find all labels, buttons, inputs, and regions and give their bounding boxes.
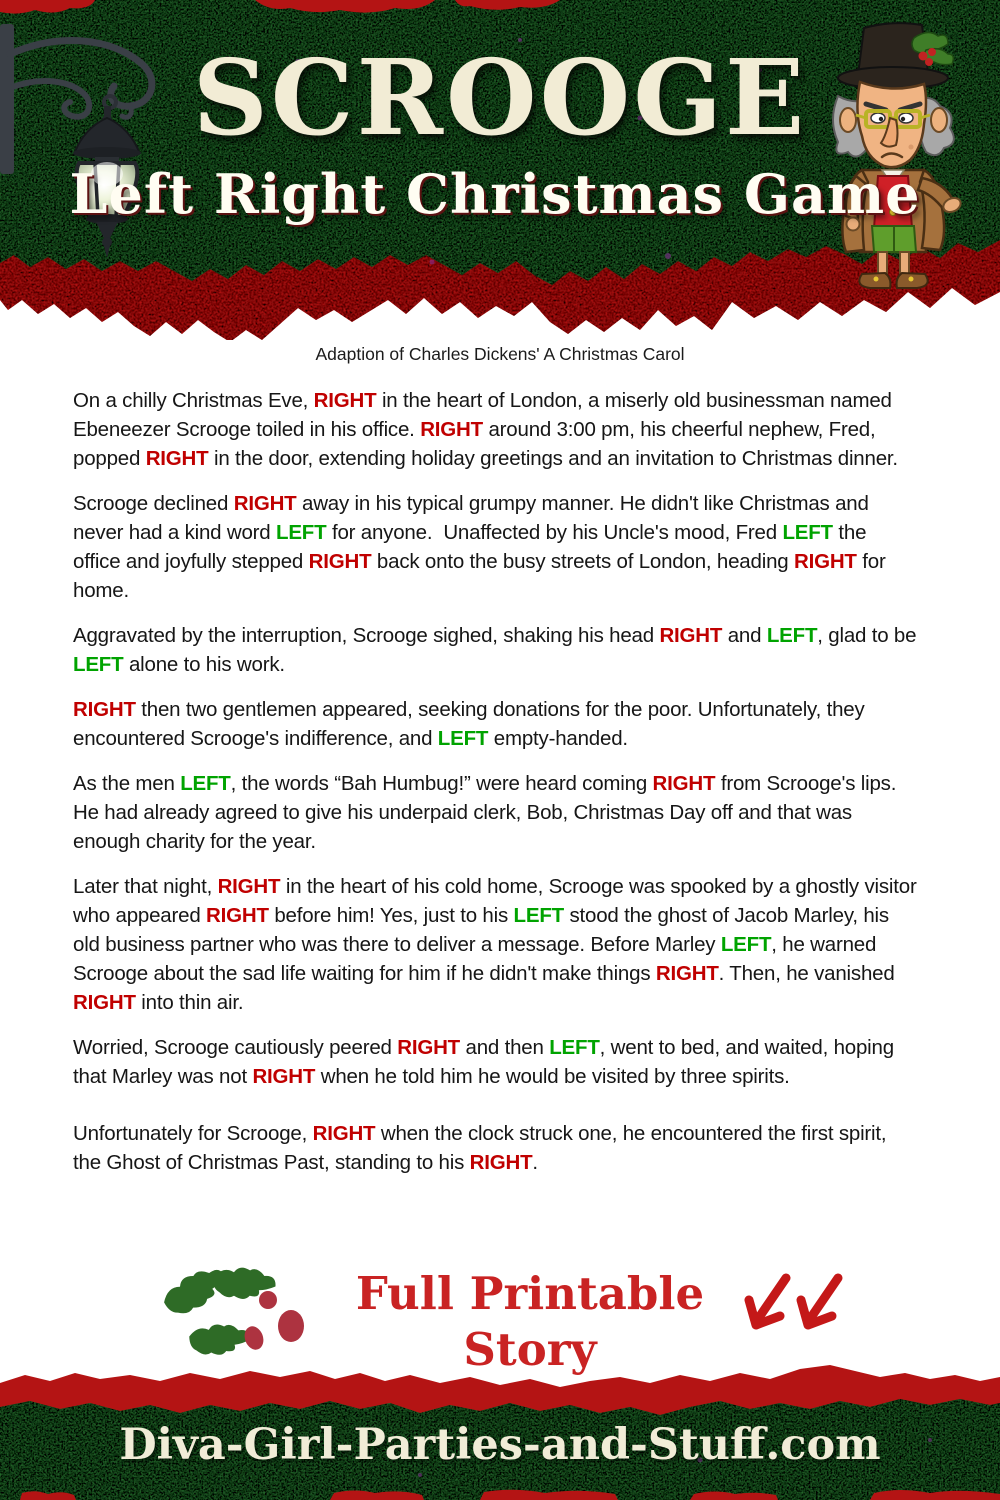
keyword-left: LEFT <box>549 1036 600 1059</box>
keyword-left: LEFT <box>766 624 818 647</box>
story-text: . <box>532 1151 538 1174</box>
keyword-right: RIGHT <box>206 904 269 927</box>
story-text: Worried, Scrooge cautiously peered <box>73 1036 398 1059</box>
story-text: , went to bed, and waited, hoping that Marley was not <box>73 1036 900 1088</box>
story-paragraph <box>73 621 922 679</box>
keyword-right: RIGHT <box>469 1151 533 1174</box>
story-paragraph <box>73 695 919 753</box>
story-text: for home. <box>73 550 892 602</box>
story-text: Aggravated by the interruption, Scrooge sighed, shaking his head <box>73 624 660 647</box>
story-text: in the door, extending holiday greetings and an invitation to Christmas dinner. <box>208 447 898 470</box>
story-text: and <box>722 624 767 647</box>
keyword-right: RIGHT <box>397 1036 460 1059</box>
story-text: As the men <box>73 772 181 795</box>
story-text: in the heart of London, a miserly old businessman named Ebeneezer Scrooge toiled in his office. <box>73 389 898 441</box>
keyword-right: RIGHT <box>217 875 281 898</box>
keyword-left: LEFT <box>276 521 327 544</box>
adaption-subtitle: Adaption of Charles Dickens' A Christmas Carol <box>315 344 685 364</box>
keyword-left: LEFT <box>180 772 231 795</box>
story-text: alone to his work. <box>123 653 285 676</box>
story-paragraph <box>73 1033 919 1091</box>
story-text: Scrooge declined <box>73 492 234 515</box>
keyword-right: RIGHT <box>252 1065 316 1088</box>
story-text: , the words “Bah Humbug!” were heard coming <box>230 772 653 795</box>
story-text: , glad to be <box>817 624 922 647</box>
keyword-right: RIGHT <box>420 418 483 441</box>
keyword-right: RIGHT <box>652 772 716 795</box>
story-text: , he warned Scrooge about the sad life waiting for him if he didn't make things <box>73 933 882 985</box>
page-title: SCROOGE <box>192 36 808 159</box>
footer-domain: Diva-Girl-Parties-and-Stuff.com <box>119 1420 881 1470</box>
story-text: . Then, he vanished <box>718 962 901 985</box>
keyword-right: RIGHT <box>313 389 377 412</box>
keyword-right: RIGHT <box>308 550 372 573</box>
story-text: when the clock struck one, he encountered the first spirit, the Ghost of Christmas Past, standing to his <box>73 1122 892 1174</box>
keyword-left: LEFT <box>73 653 124 676</box>
story-paragraph <box>73 872 923 1017</box>
keyword-right: RIGHT <box>73 991 136 1014</box>
keyword-left: LEFT <box>437 727 489 750</box>
story-paragraph <box>73 386 919 473</box>
story <box>73 386 923 1193</box>
story-text: around 3:00 pm, his cheerful nephew, Fred, popped <box>73 418 882 470</box>
keyword-right: RIGHT <box>73 698 136 721</box>
page-tagline: Left Right Christmas Game <box>69 162 921 226</box>
keyword-right: RIGHT <box>312 1122 376 1145</box>
keyword-left: LEFT <box>782 521 833 544</box>
promo-line1: Full Printable Story <box>355 1267 705 1376</box>
story-text: On a chilly Christmas Eve, <box>73 389 314 412</box>
story-paragraph <box>73 769 919 856</box>
keyword-right: RIGHT <box>793 550 857 573</box>
story-text: when he told him he would be visited by three spirits. <box>315 1065 790 1088</box>
story-paragraph <box>73 1119 919 1177</box>
story-text: the office and joyfully stepped <box>73 521 872 573</box>
down-arrows-icon <box>742 1270 854 1356</box>
keyword-right: RIGHT <box>655 962 719 985</box>
story-text: from Scrooge's lips. He had already agreed to give his underpaid clerk, Bob, Christmas Day off and that was enough charity for the year. <box>73 772 902 853</box>
story-text: empty-handed. <box>488 727 628 750</box>
story-text: back onto the busy streets of London, heading <box>371 550 794 573</box>
story-text: stood the ghost of Jacob Marley, his old business partner who was there to deliver a message. Before Marley <box>73 904 895 956</box>
keyword-left: LEFT <box>720 933 772 956</box>
story-text: away in his typical grumpy manner. He didn't like Christmas and never had a kind word <box>73 492 875 544</box>
story-text: Later that night, <box>73 875 218 898</box>
story-text: Unfortunately for Scrooge, <box>73 1122 313 1145</box>
story-text: for anyone. Unaffected by his Uncle's mood, Fred <box>326 521 783 544</box>
keyword-right: RIGHT <box>659 624 723 647</box>
story-text: then two gentlemen appeared, seeking donations for the poor. Unfortunately, they encountered Scrooge's indifference, and <box>73 698 871 750</box>
keyword-right: RIGHT <box>145 447 209 470</box>
header-banner <box>0 0 1000 340</box>
story-text: before him! Yes, just to his <box>268 904 514 927</box>
story-text: into thin air. <box>135 991 244 1014</box>
keyword-right: RIGHT <box>233 492 297 515</box>
story-text: in the heart of his cold home, Scrooge was spooked by a ghostly visitor who appeared <box>73 875 923 927</box>
story-paragraph <box>73 489 919 605</box>
story-text: and then <box>460 1036 550 1059</box>
keyword-left: LEFT <box>513 904 564 927</box>
